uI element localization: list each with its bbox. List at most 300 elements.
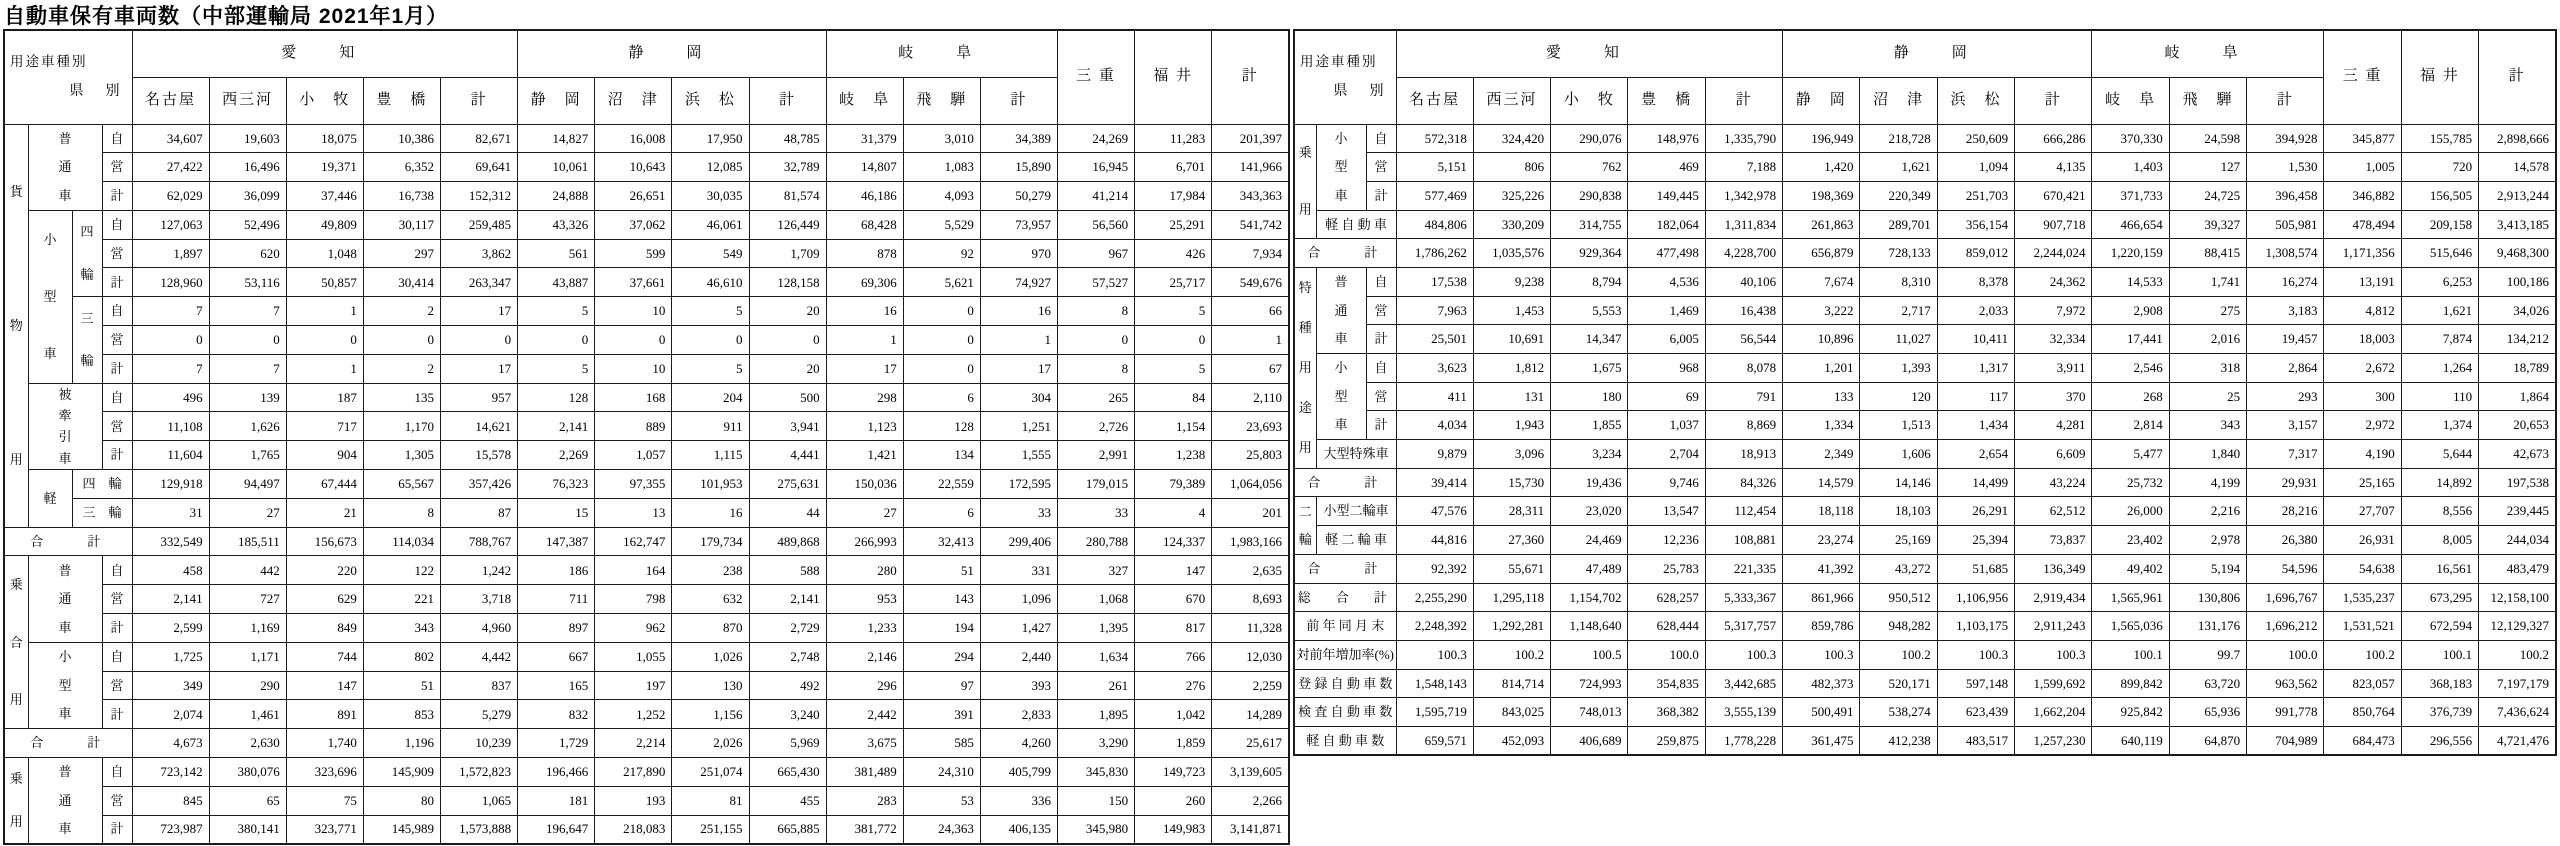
value-cell: 147: [1135, 556, 1212, 585]
row-label: 計: [1366, 325, 1396, 354]
value-cell: 346,882: [2324, 181, 2401, 210]
value-cell: 1,565,036: [2092, 612, 2169, 641]
value-cell: 156,505: [2401, 181, 2478, 210]
value-cell: 14,289: [1212, 700, 1289, 729]
value-cell: 131: [1473, 382, 1550, 411]
value-cell: 370,330: [2092, 124, 2169, 153]
value-cell: 629: [286, 585, 363, 614]
value-cell: 238: [672, 556, 749, 585]
value-cell: 244,034: [2479, 526, 2556, 555]
value-cell: 1,196: [363, 729, 440, 758]
value-cell: 1,421: [826, 441, 903, 470]
value-cell: 220,349: [1860, 181, 1937, 210]
table-row: [4, 786, 1289, 815]
col-header-prefecture: 福 井: [1135, 30, 1212, 124]
value-cell: 406,135: [980, 815, 1057, 844]
value-cell: 14,579: [1783, 468, 1860, 497]
value-cell: 16,945: [1058, 153, 1135, 182]
col-header-office: 名古屋: [1396, 77, 1473, 124]
value-cell: 62,512: [2015, 497, 2092, 526]
value-cell: 561: [518, 239, 595, 268]
value-cell: 27: [209, 498, 286, 527]
col-header-office: 計: [2015, 77, 2092, 124]
value-cell: 0: [441, 326, 518, 355]
value-cell: 345,980: [1058, 815, 1135, 844]
value-cell: 744: [286, 642, 363, 671]
table-row: [4, 383, 1289, 412]
value-cell: 30,117: [363, 210, 440, 239]
row-label: 計: [102, 815, 132, 844]
value-cell: 3,234: [1551, 440, 1628, 469]
value-cell: 114,034: [363, 527, 440, 556]
value-cell: 1,238: [1135, 441, 1212, 470]
value-cell: 19,371: [286, 153, 363, 182]
value-cell: 149,723: [1135, 758, 1212, 787]
value-cell: 25,717: [1135, 268, 1212, 297]
value-cell: 380,076: [209, 758, 286, 787]
value-cell: 929,364: [1551, 239, 1628, 268]
value-cell: 259,485: [441, 210, 518, 239]
value-cell: 4,812: [2324, 296, 2401, 325]
value-cell: 2,913,244: [2479, 181, 2556, 210]
value-cell: 1,148,640: [1551, 612, 1628, 641]
value-cell: 3,413,185: [2479, 210, 2556, 239]
value-cell: 1,083: [903, 153, 980, 182]
value-cell: 6,609: [2015, 440, 2092, 469]
value-cell: 24,888: [518, 182, 595, 211]
value-cell: 6: [903, 498, 980, 527]
value-cell: 40,106: [1705, 267, 1782, 296]
value-cell: 482,373: [1783, 669, 1860, 698]
value-cell: 391: [903, 700, 980, 729]
value-cell: 1,599,692: [2015, 669, 2092, 698]
row-label: 合 計: [1294, 468, 1396, 497]
value-cell: 100.3: [1783, 640, 1860, 669]
value-cell: 0: [286, 326, 363, 355]
value-cell: 1,729: [518, 729, 595, 758]
row-label: 合 計: [1294, 554, 1396, 583]
col-header-office: 静 岡: [1783, 77, 1860, 124]
value-cell: 127,063: [132, 210, 209, 239]
value-cell: 0: [903, 297, 980, 326]
value-cell: 361,475: [1783, 726, 1860, 755]
value-cell: 1: [1212, 326, 1289, 355]
col-header-office: 飛 騨: [2169, 77, 2246, 124]
row-label: 営: [102, 239, 132, 268]
value-cell: 17,538: [1396, 267, 1473, 296]
value-cell: 275,631: [749, 470, 826, 499]
value-cell: 469: [1628, 153, 1705, 182]
value-cell: 26,651: [595, 182, 672, 211]
value-cell: 218,083: [595, 815, 672, 844]
value-cell: 426: [1135, 239, 1212, 268]
value-cell: 296: [826, 671, 903, 700]
value-cell: 802: [363, 642, 440, 671]
value-cell: 577,469: [1396, 181, 1473, 210]
vertical-label: 二 輪: [1298, 503, 1312, 547]
value-cell: 16: [980, 297, 1057, 326]
value-cell: 28,216: [2247, 497, 2324, 526]
value-cell: 5: [1135, 297, 1212, 326]
value-cell: 1,531,521: [2324, 612, 2401, 641]
value-cell: 704,989: [2247, 726, 2324, 755]
value-cell: 345,830: [1058, 758, 1135, 787]
value-cell: 7: [209, 297, 286, 326]
value-cell: 2,141: [749, 585, 826, 614]
value-cell: 620: [209, 239, 286, 268]
value-cell: 22,559: [903, 470, 980, 499]
value-cell: 14,621: [441, 412, 518, 441]
row-label: 計: [1366, 181, 1396, 210]
value-cell: 24,469: [1551, 526, 1628, 555]
table-row: [1294, 354, 2556, 383]
value-cell: 147,387: [518, 527, 595, 556]
vertical-label: 三 輪: [80, 310, 94, 369]
value-cell: 3,290: [1058, 729, 1135, 758]
value-cell: 324,420: [1473, 124, 1550, 153]
value-cell: 2,259: [1212, 671, 1289, 700]
value-cell: 14,578: [2479, 153, 2556, 182]
value-cell: 991,778: [2247, 698, 2324, 727]
table-row: [1294, 640, 2556, 669]
header-row-prefectures: [1294, 30, 2556, 77]
table-row: [4, 758, 1289, 787]
value-cell: 117: [1937, 382, 2014, 411]
row-label: [28, 556, 102, 642]
value-cell: 406,689: [1551, 726, 1628, 755]
table-row: [4, 441, 1289, 470]
value-cell: 76,323: [518, 470, 595, 499]
value-cell: 5: [672, 354, 749, 383]
right-table-container: [1293, 29, 2557, 756]
value-cell: 2,141: [518, 412, 595, 441]
value-cell: 717: [286, 412, 363, 441]
row-label: 軽 自 動 車: [1316, 210, 1396, 239]
value-cell: 56,560: [1058, 210, 1135, 239]
col-header-office: 飛 騨: [903, 77, 980, 124]
value-cell: 52,496: [209, 210, 286, 239]
value-cell: 3,941: [749, 412, 826, 441]
value-cell: 968: [1628, 354, 1705, 383]
value-cell: 239,445: [2479, 497, 2556, 526]
value-cell: 179,015: [1058, 470, 1135, 499]
value-cell: 724,993: [1551, 669, 1628, 698]
vehicle-table-left: [3, 29, 1290, 845]
value-cell: 100.2: [1860, 640, 1937, 669]
value-cell: 505,981: [2247, 210, 2324, 239]
row-label: 自: [102, 642, 132, 671]
value-cell: 484,806: [1396, 210, 1473, 239]
value-cell: 131,176: [2169, 612, 2246, 641]
value-cell: 2,991: [1058, 441, 1135, 470]
value-cell: 411: [1396, 382, 1473, 411]
value-cell: 1,696,767: [2247, 583, 2324, 612]
col-header-prefecture: 三 重: [1058, 30, 1135, 124]
value-cell: 16: [826, 297, 903, 326]
value-cell: 1,530: [2247, 153, 2324, 182]
value-cell: 623,439: [1937, 698, 2014, 727]
value-cell: 25,291: [1135, 210, 1212, 239]
value-cell: 1,156: [672, 700, 749, 729]
value-cell: 14,146: [1860, 468, 1937, 497]
value-cell: 2,908: [2092, 296, 2169, 325]
value-cell: 201,397: [1212, 124, 1289, 153]
value-cell: 24,598: [2169, 124, 2246, 153]
value-cell: 251,155: [672, 815, 749, 844]
value-cell: 720: [2401, 153, 2478, 182]
value-cell: 381,772: [826, 815, 903, 844]
value-cell: 748,013: [1551, 698, 1628, 727]
value-cell: 2: [363, 354, 440, 383]
value-cell: 48,785: [749, 124, 826, 153]
value-cell: 26,000: [2092, 497, 2169, 526]
value-cell: 656,879: [1783, 239, 1860, 268]
row-label: [28, 758, 102, 844]
value-cell: 23,402: [2092, 526, 2169, 555]
value-cell: 23,274: [1783, 526, 1860, 555]
col-header-prefecture: 三 重: [2324, 30, 2401, 124]
value-cell: 1,065: [441, 786, 518, 815]
corner-header: [4, 30, 132, 124]
value-cell: 19,457: [2247, 325, 2324, 354]
value-cell: 82,671: [441, 124, 518, 153]
value-cell: 24,269: [1058, 124, 1135, 153]
value-cell: 455: [749, 786, 826, 815]
value-cell: 185,511: [209, 527, 286, 556]
table-row: [1294, 124, 2556, 153]
value-cell: 963,562: [2247, 669, 2324, 698]
table-row: [4, 326, 1289, 355]
value-cell: 3,240: [749, 700, 826, 729]
value-cell: 135: [363, 383, 440, 412]
value-cell: 12,030: [1212, 642, 1289, 671]
value-cell: 2,833: [980, 700, 1057, 729]
value-cell: 1: [286, 354, 363, 383]
value-cell: 80: [363, 786, 440, 815]
value-cell: 1,374: [2401, 411, 2478, 440]
value-cell: 666,286: [2015, 124, 2092, 153]
value-cell: 73,837: [2015, 526, 2092, 555]
value-cell: 861,966: [1783, 583, 1860, 612]
value-cell: 4,199: [2169, 468, 2246, 497]
value-cell: 3,555,139: [1705, 698, 1782, 727]
value-cell: 297: [363, 239, 440, 268]
value-cell: 670: [1135, 585, 1212, 614]
col-header-prefecture: 愛 知: [1396, 30, 1783, 77]
value-cell: 162,747: [595, 527, 672, 556]
value-cell: 684,473: [2324, 726, 2401, 755]
value-cell: 2,026: [672, 729, 749, 758]
row-label: 営: [102, 585, 132, 614]
value-cell: 5,279: [441, 700, 518, 729]
value-cell: 897: [518, 614, 595, 643]
value-cell: 899,842: [2092, 669, 2169, 698]
value-cell: 100.2: [1473, 640, 1550, 669]
value-cell: 1,855: [1551, 411, 1628, 440]
row-label: 営: [102, 671, 132, 700]
value-cell: 2,911,243: [2015, 612, 2092, 641]
value-cell: 294: [903, 642, 980, 671]
row-label: 自: [1366, 267, 1396, 296]
value-cell: 1,469: [1628, 296, 1705, 325]
row-label: 営: [1366, 153, 1396, 182]
value-cell: 2,266: [1212, 786, 1289, 815]
value-cell: 37,062: [595, 210, 672, 239]
value-cell: 332,549: [132, 527, 209, 556]
value-cell: 1,055: [595, 642, 672, 671]
value-cell: 515,646: [2401, 239, 2478, 268]
value-cell: 34,389: [980, 124, 1057, 153]
value-cell: 128: [903, 412, 980, 441]
vertical-label: 四 輪: [80, 224, 94, 283]
value-cell: 1: [826, 326, 903, 355]
value-cell: 120: [1860, 382, 1937, 411]
value-cell: 187: [286, 383, 363, 412]
value-cell: 1,895: [1058, 700, 1135, 729]
value-cell: 31,379: [826, 124, 903, 153]
vertical-label: 乗 合 用: [9, 577, 23, 707]
row-label: 計: [102, 700, 132, 729]
value-cell: 925,842: [2092, 698, 2169, 727]
row-label: [72, 297, 102, 383]
value-cell: 24,363: [903, 815, 980, 844]
value-cell: 1,242: [441, 556, 518, 585]
value-cell: 12,129,327: [2479, 612, 2556, 641]
value-cell: 21: [286, 498, 363, 527]
value-cell: 1,096: [980, 585, 1057, 614]
value-cell: 2,978: [2169, 526, 2246, 555]
value-cell: 2,814: [2092, 411, 2169, 440]
value-cell: 588: [749, 556, 826, 585]
value-cell: 24,725: [2169, 181, 2246, 210]
value-cell: 8,556: [2401, 497, 2478, 526]
row-label: 合 計: [4, 729, 132, 758]
value-cell: 2,672: [2324, 354, 2401, 383]
value-cell: 1,606: [1860, 440, 1937, 469]
value-cell: 970: [980, 239, 1057, 268]
value-cell: 251,703: [1937, 181, 2014, 210]
value-cell: 1,897: [132, 239, 209, 268]
value-cell: 1,057: [595, 441, 672, 470]
value-cell: 314,755: [1551, 210, 1628, 239]
row-label: 自: [102, 297, 132, 326]
value-cell: 2,919,434: [2015, 583, 2092, 612]
value-cell: 327: [1058, 556, 1135, 585]
left-table-container: [3, 29, 1290, 845]
value-cell: 3,862: [441, 239, 518, 268]
value-cell: 477,498: [1628, 239, 1705, 268]
value-cell: 2,248,392: [1396, 612, 1473, 641]
row-label: 検 査 自 動 車 数: [1294, 698, 1396, 727]
value-cell: 14,807: [826, 153, 903, 182]
value-cell: 1,403: [2092, 153, 2169, 182]
value-cell: 4: [1135, 498, 1212, 527]
row-label: 自: [1366, 124, 1396, 153]
value-cell: 2,016: [2169, 325, 2246, 354]
table-row: [4, 470, 1289, 499]
col-header-office: 西三河: [209, 77, 286, 124]
value-cell: 164: [595, 556, 672, 585]
value-cell: 47,489: [1551, 554, 1628, 583]
value-cell: 24,310: [903, 758, 980, 787]
value-cell: 5: [518, 354, 595, 383]
value-cell: 4,960: [441, 614, 518, 643]
value-cell: 32,413: [903, 527, 980, 556]
value-cell: 1,308,574: [2247, 239, 2324, 268]
value-cell: 1,171: [209, 642, 286, 671]
value-cell: 44,816: [1396, 526, 1473, 555]
value-cell: 18,003: [2324, 325, 2401, 354]
row-label: 営: [1366, 296, 1396, 325]
value-cell: 12,158,100: [2479, 583, 2556, 612]
value-cell: 44: [749, 498, 826, 527]
value-cell: 36,099: [209, 182, 286, 211]
value-cell: 667: [518, 642, 595, 671]
value-cell: 46,610: [672, 268, 749, 297]
value-cell: 500: [749, 383, 826, 412]
value-cell: 0: [209, 326, 286, 355]
col-header-office: 浜 松: [1937, 77, 2014, 124]
value-cell: 3,141,871: [1212, 815, 1289, 844]
value-cell: 17,950: [672, 124, 749, 153]
value-cell: 112,454: [1705, 497, 1782, 526]
value-cell: 2,748: [749, 642, 826, 671]
value-cell: 817: [1135, 614, 1212, 643]
value-cell: 665,885: [749, 815, 826, 844]
value-cell: 100.2: [2479, 640, 2556, 669]
value-cell: 100.5: [1551, 640, 1628, 669]
value-cell: 46,186: [826, 182, 903, 211]
value-cell: 1,295,118: [1473, 583, 1550, 612]
value-cell: 2,269: [518, 441, 595, 470]
value-cell: 97,355: [595, 470, 672, 499]
value-cell: 1,251: [980, 412, 1057, 441]
value-cell: 849: [286, 614, 363, 643]
value-cell: 2,726: [1058, 412, 1135, 441]
value-cell: 304: [980, 383, 1057, 412]
value-cell: 9,238: [1473, 267, 1550, 296]
value-cell: 6,352: [363, 153, 440, 182]
value-cell: 7,317: [2247, 440, 2324, 469]
value-cell: 265: [1058, 383, 1135, 412]
value-cell: 5,621: [903, 268, 980, 297]
value-cell: 1,106,956: [1937, 583, 2014, 612]
value-cell: 283: [826, 786, 903, 815]
col-header-office: 名古屋: [132, 77, 209, 124]
row-label: 軽 自 動 車 数: [1294, 726, 1396, 755]
value-cell: 49,402: [2092, 554, 2169, 583]
value-cell: 2,442: [826, 700, 903, 729]
value-cell: 18,118: [1783, 497, 1860, 526]
row-label: 計: [102, 441, 132, 470]
value-cell: 147: [286, 671, 363, 700]
value-cell: 1,812: [1473, 354, 1550, 383]
value-cell: 370: [2015, 382, 2092, 411]
value-cell: 23,020: [1551, 497, 1628, 526]
value-cell: 298: [826, 383, 903, 412]
value-cell: 99.7: [2169, 640, 2246, 669]
value-cell: 8,310: [1860, 267, 1937, 296]
col-header-office: 計: [2247, 77, 2324, 124]
value-cell: 728,133: [1860, 239, 1937, 268]
row-label: [1294, 497, 1316, 554]
value-cell: 152,312: [441, 182, 518, 211]
vertical-label: 被 牽 引 車: [58, 386, 72, 466]
table-row: [1294, 267, 2556, 296]
row-label: 自: [102, 383, 132, 412]
row-label: 大型特殊車: [1316, 440, 1396, 469]
value-cell: 1,513: [1860, 411, 1937, 440]
